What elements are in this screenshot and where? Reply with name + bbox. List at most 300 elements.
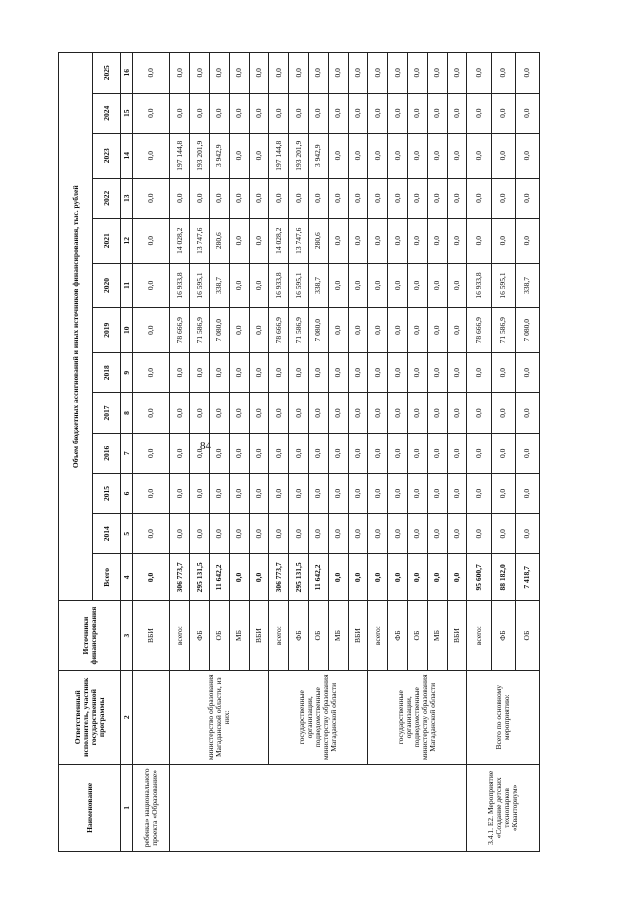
cell-year-value: 0,0 — [170, 53, 190, 94]
cell-year-value: 0,0 — [515, 473, 539, 513]
cell-year-value: 0,0 — [289, 353, 309, 393]
cell-year-value: 0,0 — [491, 218, 515, 263]
cell-year-value: 0,0 — [348, 473, 368, 513]
cell-year-value: 0,0 — [368, 218, 388, 263]
cell-total: 0,0 — [249, 554, 269, 601]
header-volume: Объем бюджетных ассигнований и иных источников финансирования, тыс. рублей — [59, 53, 93, 601]
cell-year-value: 0,0 — [491, 53, 515, 94]
cell-year-value: 0,0 — [447, 433, 467, 473]
cell-year-value: 0,0 — [427, 353, 447, 393]
cell-year-value: 0,0 — [229, 53, 249, 94]
cell-year-value: 0,0 — [289, 514, 309, 554]
cell-year-value: 16 933,8 — [269, 263, 289, 308]
cell-year-value: 0,0 — [427, 433, 447, 473]
cell-year-value: 0,0 — [328, 263, 348, 308]
cell-year-value: 0,0 — [133, 178, 170, 218]
header-col-number: 12 — [121, 218, 133, 263]
cell-year-value: 0,0 — [368, 308, 388, 353]
cell-year-value: 0,0 — [328, 133, 348, 178]
cell-year-value: 0,0 — [170, 393, 190, 433]
cell-total: 88 182,0 — [491, 554, 515, 601]
cell-year-value: 0,0 — [229, 218, 249, 263]
cell-year-value: 197 144,8 — [170, 133, 190, 178]
cell-total: 0,0 — [133, 554, 170, 601]
cell-year-value: 0,0 — [427, 53, 447, 94]
cell-year-value: 3 942,9 — [308, 133, 328, 178]
cell-year-value: 0,0 — [348, 53, 368, 94]
cell-name — [170, 764, 467, 851]
cell-total: 0,0 — [368, 554, 388, 601]
cell-year-value: 0,0 — [289, 178, 309, 218]
cell-year-value: 0,0 — [328, 393, 348, 433]
cell-year-value: 0,0 — [229, 308, 249, 353]
cell-source: ОБ — [209, 601, 229, 670]
page-number: 84 — [200, 440, 211, 452]
cell-year-value: 0,0 — [467, 514, 491, 554]
cell-year-value: 71 586,9 — [289, 308, 309, 353]
cell-year-value: 0,0 — [467, 393, 491, 433]
cell-year-value: 13 747,6 — [190, 218, 210, 263]
cell-total: 7 418,7 — [515, 554, 539, 601]
cell-year-value: 280,6 — [308, 218, 328, 263]
cell-year-value: 0,0 — [388, 473, 408, 513]
cell-year-value: 3 942,9 — [209, 133, 229, 178]
cell-year-value: 0,0 — [229, 178, 249, 218]
cell-year-value: 0,0 — [427, 218, 447, 263]
cell-year-value: 0,0 — [368, 53, 388, 94]
cell-year-value: 0,0 — [328, 93, 348, 133]
cell-year-value: 0,0 — [249, 178, 269, 218]
cell-year-value: 0,0 — [515, 178, 539, 218]
cell-total: 11 642,2 — [308, 554, 328, 601]
cell-year-value: 0,0 — [467, 473, 491, 513]
cell-year-value: 0,0 — [190, 473, 210, 513]
cell-year-value: 0,0 — [407, 473, 427, 513]
cell-year-value: 0,0 — [190, 514, 210, 554]
cell-year-value: 13 747,6 — [289, 218, 309, 263]
cell-year-value: 0,0 — [467, 353, 491, 393]
cell-year-value: 0,0 — [388, 263, 408, 308]
cell-year-value: 0,0 — [491, 393, 515, 433]
table-row — [170, 53, 190, 852]
cell-year-value: 0,0 — [133, 433, 170, 473]
cell-year-value: 0,0 — [269, 433, 289, 473]
cell-year-value: 0,0 — [427, 473, 447, 513]
cell-year-value: 0,0 — [308, 393, 328, 433]
header-year-cell: 2025 — [93, 53, 121, 94]
cell-year-value: 0,0 — [388, 178, 408, 218]
cell-year-value: 0,0 — [269, 93, 289, 133]
header-year-cell: 2019 — [93, 308, 121, 353]
cell-year-value: 7 080,0 — [209, 308, 229, 353]
header-col-number: 1 — [121, 764, 133, 851]
cell-year-value: 0,0 — [368, 514, 388, 554]
cell-year-value: 0,0 — [308, 514, 328, 554]
cell-year-value: 0,0 — [209, 353, 229, 393]
cell-year-value: 338,7 — [515, 263, 539, 308]
cell-responsible — [133, 670, 170, 764]
cell-year-value: 0,0 — [328, 53, 348, 94]
cell-year-value: 0,0 — [190, 353, 210, 393]
header-col-number: 2 — [121, 670, 133, 764]
cell-year-value: 0,0 — [388, 393, 408, 433]
cell-year-value: 0,0 — [269, 473, 289, 513]
cell-year-value: 0,0 — [348, 133, 368, 178]
cell-year-value: 14 028,2 — [170, 218, 190, 263]
cell-source: всего: — [467, 601, 491, 670]
header-year-cell: 2023 — [93, 133, 121, 178]
cell-year-value: 0,0 — [491, 133, 515, 178]
header-col-number: 4 — [121, 554, 133, 601]
cell-year-value: 0,0 — [348, 514, 368, 554]
cell-year-value: 0,0 — [467, 93, 491, 133]
cell-year-value: 0,0 — [467, 133, 491, 178]
cell-year-value: 0,0 — [328, 514, 348, 554]
cell-source: ВБИ — [133, 601, 170, 670]
cell-source: ОБ — [308, 601, 328, 670]
cell-year-value: 0,0 — [249, 308, 269, 353]
cell-year-value: 280,6 — [209, 218, 229, 263]
cell-year-value: 0,0 — [249, 53, 269, 94]
cell-year-value: 0,0 — [447, 308, 467, 353]
header-col-number: 7 — [121, 433, 133, 473]
cell-year-value: 0,0 — [308, 53, 328, 94]
cell-year-value: 0,0 — [328, 473, 348, 513]
cell-year-value: 0,0 — [368, 93, 388, 133]
cell-year-value: 0,0 — [229, 133, 249, 178]
cell-year-value: 0,0 — [190, 393, 210, 433]
cell-year-value: 0,0 — [368, 473, 388, 513]
cell-year-value: 0,0 — [407, 133, 427, 178]
cell-year-value: 0,0 — [515, 218, 539, 263]
cell-year-value: 0,0 — [190, 93, 210, 133]
cell-year-value: 0,0 — [308, 178, 328, 218]
cell-year-value: 0,0 — [515, 133, 539, 178]
cell-year-value: 0,0 — [328, 353, 348, 393]
cell-year-value: 0,0 — [515, 93, 539, 133]
cell-year-value: 0,0 — [308, 93, 328, 133]
cell-year-value: 0,0 — [348, 353, 368, 393]
cell-year-value: 0,0 — [348, 308, 368, 353]
header-year-cell: 2016 — [93, 433, 121, 473]
header-year-cell: 2020 — [93, 263, 121, 308]
header-year-cell: 2014 — [93, 514, 121, 554]
cell-year-value: 0,0 — [133, 53, 170, 94]
cell-responsible: государственные организации, подведомственные министерству образования Магаданской области — [269, 670, 368, 764]
cell-year-value: 0,0 — [407, 393, 427, 433]
cell-source: ФБ — [190, 601, 210, 670]
cell-year-value: 0,0 — [427, 308, 447, 353]
cell-year-value: 0,0 — [407, 308, 427, 353]
cell-year-value: 71 586,9 — [190, 308, 210, 353]
cell-year-value: 0,0 — [249, 218, 269, 263]
cell-year-value: 0,0 — [229, 93, 249, 133]
cell-year-value: 0,0 — [249, 263, 269, 308]
cell-year-value: 0,0 — [328, 218, 348, 263]
header-year-cell: 2017 — [93, 393, 121, 433]
cell-year-value: 0,0 — [170, 353, 190, 393]
header-col-number: 16 — [121, 53, 133, 94]
cell-year-value: 0,0 — [249, 514, 269, 554]
cell-year-value: 0,0 — [348, 263, 368, 308]
cell-year-value: 0,0 — [209, 178, 229, 218]
cell-total: 0,0 — [229, 554, 249, 601]
header-col-number: 15 — [121, 93, 133, 133]
cell-year-value: 0,0 — [491, 178, 515, 218]
cell-year-value: 0,0 — [229, 393, 249, 433]
table-row — [269, 53, 289, 852]
cell-year-value: 0,0 — [467, 433, 491, 473]
header-year-cell: 2015 — [93, 473, 121, 513]
cell-year-value: 0,0 — [133, 263, 170, 308]
cell-year-value: 0,0 — [289, 393, 309, 433]
cell-year-value: 71 586,9 — [491, 308, 515, 353]
cell-year-value: 0,0 — [491, 473, 515, 513]
cell-year-value: 0,0 — [427, 133, 447, 178]
header-year-cell: 2024 — [93, 93, 121, 133]
cell-year-value: 0,0 — [427, 393, 447, 433]
cell-year-value: 0,0 — [407, 263, 427, 308]
cell-year-value: 0,0 — [328, 308, 348, 353]
cell-year-value: 0,0 — [427, 93, 447, 133]
cell-source: МБ — [427, 601, 447, 670]
cell-source: ВБИ — [447, 601, 467, 670]
header-col-number: 11 — [121, 263, 133, 308]
cell-total: 0,0 — [447, 554, 467, 601]
cell-year-value: 193 201,9 — [289, 133, 309, 178]
cell-source: всего: — [269, 601, 289, 670]
cell-year-value: 0,0 — [447, 133, 467, 178]
cell-year-value: 0,0 — [190, 178, 210, 218]
financing-table — [58, 52, 540, 852]
cell-year-value: 0,0 — [407, 353, 427, 393]
cell-year-value: 0,0 — [289, 53, 309, 94]
cell-year-value: 0,0 — [427, 514, 447, 554]
cell-responsible: министерство образования Магаданской области, из них: — [170, 670, 269, 764]
cell-year-value: 0,0 — [133, 218, 170, 263]
cell-year-value: 0,0 — [388, 133, 408, 178]
cell-year-value: 0,0 — [229, 263, 249, 308]
cell-total: 0,0 — [348, 554, 368, 601]
header-year-cell: Всего — [93, 554, 121, 601]
cell-year-value: 0,0 — [269, 393, 289, 433]
header-year-cell: 2022 — [93, 178, 121, 218]
cell-year-value: 7 080,0 — [515, 308, 539, 353]
cell-year-value: 0,0 — [170, 473, 190, 513]
cell-year-value: 0,0 — [209, 93, 229, 133]
cell-year-value: 78 666,9 — [269, 308, 289, 353]
cell-year-value: 193 201,9 — [190, 133, 210, 178]
header-col-number: 8 — [121, 393, 133, 433]
cell-year-value: 16 933,8 — [170, 263, 190, 308]
cell-year-value: 0,0 — [447, 263, 467, 308]
cell-total: 306 773,7 — [269, 554, 289, 601]
cell-year-value: 0,0 — [491, 433, 515, 473]
cell-year-value: 0,0 — [328, 433, 348, 473]
cell-year-value: 0,0 — [249, 133, 269, 178]
cell-year-value: 0,0 — [388, 353, 408, 393]
cell-year-value: 0,0 — [209, 53, 229, 94]
cell-year-value: 0,0 — [249, 433, 269, 473]
cell-year-value: 0,0 — [515, 393, 539, 433]
cell-source: ВБИ — [348, 601, 368, 670]
header-col-number: 5 — [121, 514, 133, 554]
cell-year-value: 0,0 — [348, 93, 368, 133]
cell-year-value: 16 595,1 — [190, 263, 210, 308]
cell-year-value: 16 595,1 — [491, 263, 515, 308]
header-year-cell: 2018 — [93, 353, 121, 393]
cell-year-value: 0,0 — [388, 514, 408, 554]
cell-year-value: 0,0 — [515, 353, 539, 393]
header-col-number: 10 — [121, 308, 133, 353]
cell-source: всего: — [368, 601, 388, 670]
cell-year-value: 0,0 — [447, 93, 467, 133]
cell-year-value: 0,0 — [133, 473, 170, 513]
cell-year-value: 0,0 — [133, 514, 170, 554]
header-col-number: 6 — [121, 473, 133, 513]
cell-year-value: 197 144,8 — [269, 133, 289, 178]
cell-year-value: 0,0 — [368, 178, 388, 218]
cell-year-value: 0,0 — [348, 393, 368, 433]
cell-year-value: 0,0 — [491, 514, 515, 554]
cell-responsible: государственные организации, подведомственные министерству образования Магаданской области — [368, 670, 467, 764]
cell-year-value: 0,0 — [515, 433, 539, 473]
cell-year-value: 0,0 — [447, 473, 467, 513]
header-col-number: 3 — [121, 601, 133, 670]
cell-year-value: 0,0 — [289, 433, 309, 473]
cell-year-value: 0,0 — [308, 473, 328, 513]
cell-year-value: 0,0 — [249, 473, 269, 513]
table-row — [467, 53, 491, 852]
cell-source: всего: — [170, 601, 190, 670]
table-header — [59, 53, 133, 852]
cell-year-value: 14 028,2 — [269, 218, 289, 263]
cell-year-value: 0,0 — [407, 178, 427, 218]
cell-year-value: 0,0 — [249, 353, 269, 393]
cell-year-value: 0,0 — [388, 53, 408, 94]
header-col-number: 9 — [121, 353, 133, 393]
cell-year-value: 16 933,8 — [467, 263, 491, 308]
cell-year-value: 0,0 — [388, 433, 408, 473]
cell-year-value: 0,0 — [133, 93, 170, 133]
cell-year-value: 0,0 — [229, 473, 249, 513]
cell-year-value: 0,0 — [388, 93, 408, 133]
cell-year-value: 0,0 — [467, 53, 491, 94]
cell-year-value: 0,0 — [209, 393, 229, 433]
cell-year-value: 0,0 — [348, 433, 368, 473]
cell-year-value: 0,0 — [209, 514, 229, 554]
cell-source: МБ — [229, 601, 249, 670]
cell-year-value: 0,0 — [133, 393, 170, 433]
table-row — [368, 53, 388, 852]
cell-year-value: 0,0 — [427, 178, 447, 218]
cell-year-value: 78 666,9 — [467, 308, 491, 353]
cell-total: 0,0 — [407, 554, 427, 601]
cell-year-value: 0,0 — [229, 433, 249, 473]
cell-year-value: 0,0 — [388, 308, 408, 353]
header-name: Наименование — [59, 764, 121, 851]
cell-year-value: 0,0 — [407, 93, 427, 133]
cell-year-value: 0,0 — [447, 353, 467, 393]
cell-year-value: 0,0 — [269, 53, 289, 94]
cell-total: 295 131,5 — [190, 554, 210, 601]
cell-year-value: 0,0 — [133, 353, 170, 393]
cell-year-value: 0,0 — [447, 178, 467, 218]
cell-year-value: 0,0 — [229, 353, 249, 393]
cell-year-value: 0,0 — [407, 514, 427, 554]
cell-year-value: 0,0 — [491, 93, 515, 133]
cell-source: ОБ — [407, 601, 427, 670]
cell-source: МБ — [328, 601, 348, 670]
cell-name: 3.4.1. E2. Мероприятие «Создание детских технопарков «Кванториум» — [467, 764, 540, 851]
cell-year-value: 0,0 — [447, 53, 467, 94]
header-column-numbers-row — [121, 53, 133, 852]
cell-year-value: 0,0 — [133, 133, 170, 178]
cell-total: 11 642,2 — [209, 554, 229, 601]
cell-year-value: 0,0 — [328, 178, 348, 218]
cell-total: 295 131,5 — [289, 554, 309, 601]
cell-year-value: 0,0 — [170, 514, 190, 554]
cell-year-value: 0,0 — [190, 433, 210, 473]
cell-year-value: 0,0 — [170, 93, 190, 133]
cell-year-value: 0,0 — [447, 393, 467, 433]
cell-source: ОБ — [515, 601, 539, 670]
cell-year-value: 0,0 — [170, 433, 190, 473]
cell-year-value: 0,0 — [368, 353, 388, 393]
cell-year-value: 0,0 — [348, 218, 368, 263]
cell-year-value: 0,0 — [209, 433, 229, 473]
cell-year-value: 78 666,9 — [170, 308, 190, 353]
cell-year-value: 0,0 — [229, 514, 249, 554]
header-responsible: Ответственный исполнитель, участник государственной программы — [59, 670, 121, 764]
cell-year-value: 0,0 — [133, 308, 170, 353]
cell-year-value: 7 080,0 — [308, 308, 328, 353]
header-year-cell: 2021 — [93, 218, 121, 263]
cell-year-value: 0,0 — [407, 53, 427, 94]
cell-year-value: 0,0 — [447, 218, 467, 263]
header-source: Источники финансирования — [59, 601, 121, 670]
cell-year-value: 0,0 — [407, 218, 427, 263]
cell-year-value: 0,0 — [388, 218, 408, 263]
cell-year-value: 0,0 — [515, 514, 539, 554]
cell-year-value: 0,0 — [289, 93, 309, 133]
cell-year-value: 0,0 — [269, 514, 289, 554]
cell-total: 95 600,7 — [467, 554, 491, 601]
cell-year-value: 0,0 — [427, 263, 447, 308]
cell-year-value: 0,0 — [368, 263, 388, 308]
cell-source: ФБ — [388, 601, 408, 670]
cell-year-value: 0,0 — [467, 178, 491, 218]
cell-source: ВБИ — [249, 601, 269, 670]
cell-total: 0,0 — [388, 554, 408, 601]
table-body — [133, 53, 540, 852]
cell-source: ФБ — [491, 601, 515, 670]
cell-name: ребенка» национального проекта «Образование» — [133, 764, 170, 851]
cell-source: ФБ — [289, 601, 309, 670]
header-col-number: 14 — [121, 133, 133, 178]
cell-year-value: 0,0 — [467, 218, 491, 263]
cell-year-value: 0,0 — [269, 353, 289, 393]
cell-year-value: 0,0 — [190, 53, 210, 94]
cell-year-value: 0,0 — [269, 178, 289, 218]
cell-year-value: 0,0 — [308, 353, 328, 393]
rotated-table-container — [58, 52, 540, 852]
cell-year-value: 0,0 — [348, 178, 368, 218]
cell-year-value: 0,0 — [249, 393, 269, 433]
cell-year-value: 0,0 — [170, 178, 190, 218]
cell-year-value: 0,0 — [209, 473, 229, 513]
cell-year-value: 0,0 — [515, 53, 539, 94]
